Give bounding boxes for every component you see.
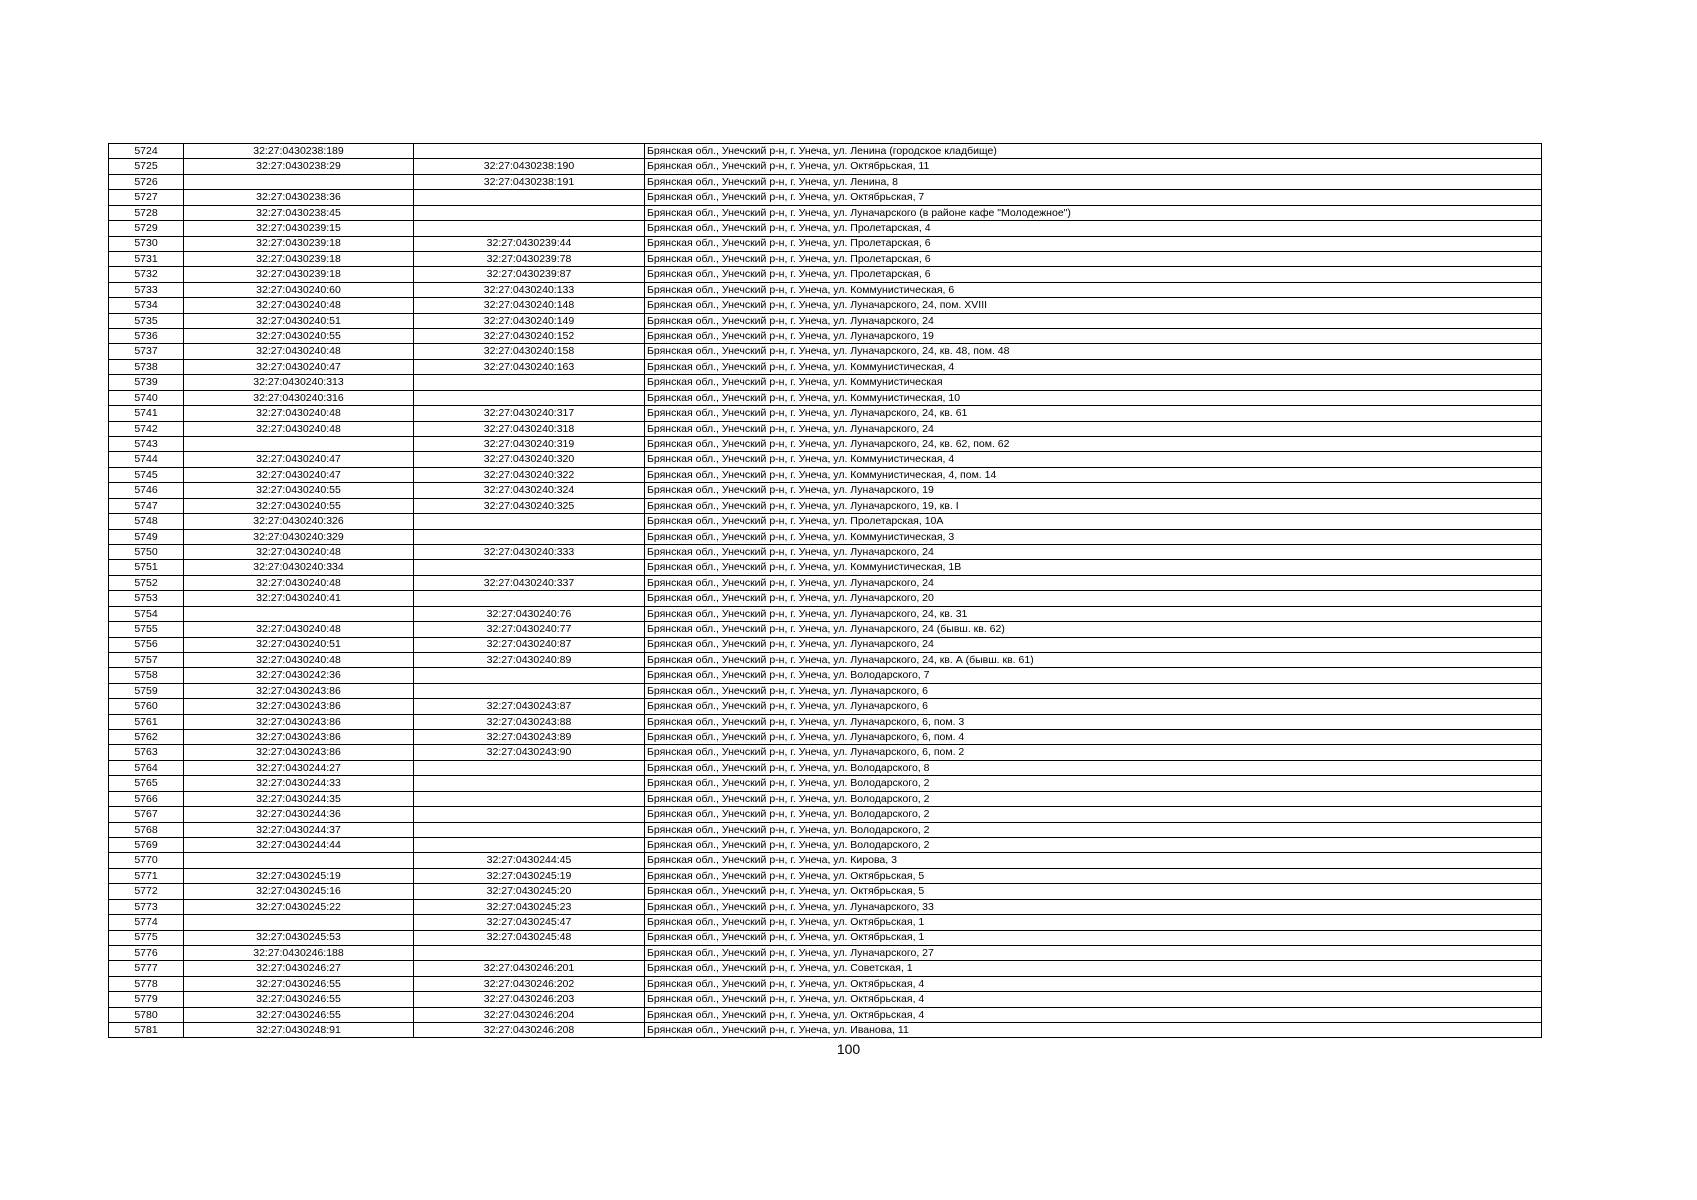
object-cadastral-number-cell: 32:27:0430240:322 (414, 467, 645, 482)
object-cadastral-number-cell: 32:27:0430240:133 (414, 282, 645, 297)
row-number-cell: 5752 (109, 575, 184, 590)
cadastral-number-cell: 32:27:0430243:86 (184, 745, 414, 760)
table-row (109, 267, 1542, 282)
table-row (109, 884, 1542, 899)
cadastral-number-cell: 32:27:0430240:334 (184, 560, 414, 575)
row-number-cell: 5733 (109, 282, 184, 297)
object-cadastral-number-cell (414, 144, 645, 159)
cadastral-number-cell: 32:27:0430244:35 (184, 791, 414, 806)
address-cell: Брянская обл., Унечский р-н, г. Унеча, ул. Луначарского, 24 (бывш. кв. 62) (645, 622, 1542, 637)
table-row (109, 683, 1542, 698)
object-cadastral-number-cell: 32:27:0430246:201 (414, 961, 645, 976)
table-row (109, 282, 1542, 297)
address-cell: Брянская обл., Унечский р-н, г. Унеча, ул. Октябрьская, 7 (645, 190, 1542, 205)
object-cadastral-number-cell (414, 807, 645, 822)
row-number-cell: 5764 (109, 760, 184, 775)
address-cell: Брянская обл., Унечский р-н, г. Унеча, ул. Луначарского (в районе кафе "Молодежное") (645, 205, 1542, 220)
row-number-cell: 5775 (109, 930, 184, 945)
object-cadastral-number-cell: 32:27:0430240:319 (414, 437, 645, 452)
cadastral-number-cell (184, 437, 414, 452)
row-number-cell: 5730 (109, 236, 184, 251)
address-cell: Брянская обл., Унечский р-н, г. Унеча, ул. Луначарского, 19, кв. I (645, 498, 1542, 513)
cadastral-number-cell (184, 915, 414, 930)
address-cell: Брянская обл., Унечский р-н, г. Унеча, ул. Ленина, 8 (645, 174, 1542, 189)
row-number-cell: 5757 (109, 652, 184, 667)
cadastral-number-cell: 32:27:0430244:44 (184, 837, 414, 852)
address-cell: Брянская обл., Унечский р-н, г. Унеча, ул. Октябрьская, 1 (645, 915, 1542, 930)
cadastral-number-cell: 32:27:0430239:15 (184, 221, 414, 236)
object-cadastral-number-cell: 32:27:0430240:76 (414, 606, 645, 621)
table-row (109, 714, 1542, 729)
row-number-cell: 5731 (109, 251, 184, 266)
cadastral-number-cell: 32:27:0430240:55 (184, 329, 414, 344)
row-number-cell: 5727 (109, 190, 184, 205)
table-row (109, 251, 1542, 266)
address-cell: Брянская обл., Унечский р-н, г. Унеча, ул. Луначарского, 6, пом. 4 (645, 730, 1542, 745)
object-cadastral-number-cell: 32:27:0430246:204 (414, 1007, 645, 1022)
object-cadastral-number-cell: 32:27:0430240:318 (414, 421, 645, 436)
row-number-cell: 5766 (109, 791, 184, 806)
address-cell: Брянская обл., Унечский р-н, г. Унеча, ул. Володарского, 2 (645, 776, 1542, 791)
table-row (109, 899, 1542, 914)
object-cadastral-number-cell (414, 945, 645, 960)
table-row (109, 637, 1542, 652)
object-cadastral-number-cell (414, 390, 645, 405)
address-cell: Брянская обл., Унечский р-н, г. Унеча, ул. Володарского, 2 (645, 807, 1542, 822)
address-cell: Брянская обл., Унечский р-н, г. Унеча, ул. Кирова, 3 (645, 853, 1542, 868)
object-cadastral-number-cell (414, 375, 645, 390)
address-cell: Брянская обл., Унечский р-н, г. Унеча, ул. Луначарского, 20 (645, 591, 1542, 606)
address-cell: Брянская обл., Унечский р-н, г. Унеча, ул. Луначарского, 6, пом. 3 (645, 714, 1542, 729)
table-row (109, 668, 1542, 683)
address-cell: Брянская обл., Унечский р-н, г. Унеча, ул. Луначарского, 27 (645, 945, 1542, 960)
address-cell: Брянская обл., Унечский р-н, г. Унеча, ул. Луначарского, 6 (645, 683, 1542, 698)
row-number-cell: 5773 (109, 899, 184, 914)
object-cadastral-number-cell: 32:27:0430243:87 (414, 699, 645, 714)
table-row (109, 652, 1542, 667)
object-cadastral-number-cell (414, 514, 645, 529)
cadastral-number-cell: 32:27:0430246:55 (184, 976, 414, 991)
table-row (109, 837, 1542, 852)
address-cell: Брянская обл., Унечский р-н, г. Унеча, ул. Луначарского, 24, кв. 62, пом. 62 (645, 437, 1542, 452)
table-row (109, 221, 1542, 236)
table-row (109, 915, 1542, 930)
row-number-cell: 5778 (109, 976, 184, 991)
row-number-cell: 5776 (109, 945, 184, 960)
cadastral-number-cell: 32:27:0430239:18 (184, 251, 414, 266)
row-number-cell: 5771 (109, 868, 184, 883)
cadastral-number-cell: 32:27:0430243:86 (184, 699, 414, 714)
address-cell: Брянская обл., Унечский р-н, г. Унеча, ул. Луначарского, 24 (645, 637, 1542, 652)
table-row (109, 205, 1542, 220)
object-cadastral-number-cell: 32:27:0430243:88 (414, 714, 645, 729)
table-row (109, 390, 1542, 405)
address-cell: Брянская обл., Унечский р-н, г. Унеча, ул. Луначарского, 24 (645, 575, 1542, 590)
row-number-cell: 5760 (109, 699, 184, 714)
row-number-cell: 5745 (109, 467, 184, 482)
object-cadastral-number-cell: 32:27:0430240:87 (414, 637, 645, 652)
table-row (109, 421, 1542, 436)
table-row (109, 144, 1542, 159)
row-number-cell: 5726 (109, 174, 184, 189)
cadastral-number-cell: 32:27:0430240:51 (184, 313, 414, 328)
cadastral-number-cell: 32:27:0430238:189 (184, 144, 414, 159)
address-cell: Брянская обл., Унечский р-н, г. Унеча, ул. Луначарского, 24, кв. А (бывш. кв. 61) (645, 652, 1542, 667)
row-number-cell: 5724 (109, 144, 184, 159)
row-number-cell: 5754 (109, 606, 184, 621)
address-cell: Брянская обл., Унечский р-н, г. Унеча, ул. Пролетарская, 6 (645, 267, 1542, 282)
row-number-cell: 5769 (109, 837, 184, 852)
object-cadastral-number-cell: 32:27:0430239:44 (414, 236, 645, 251)
object-cadastral-number-cell: 32:27:0430245:48 (414, 930, 645, 945)
cadastral-number-cell: 32:27:0430240:48 (184, 575, 414, 590)
object-cadastral-number-cell: 32:27:0430239:87 (414, 267, 645, 282)
table-row (109, 467, 1542, 482)
cadastral-number-cell: 32:27:0430240:48 (184, 298, 414, 313)
row-number-cell: 5753 (109, 591, 184, 606)
table-row (109, 329, 1542, 344)
object-cadastral-number-cell: 32:27:0430246:202 (414, 976, 645, 991)
row-number-cell: 5750 (109, 544, 184, 559)
cadastral-number-cell: 32:27:0430240:60 (184, 282, 414, 297)
address-cell: Брянская обл., Унечский р-н, г. Унеча, ул. Луначарского, 24, кв. 31 (645, 606, 1542, 621)
address-cell: Брянская обл., Унечский р-н, г. Унеча, ул. Луначарского, 19 (645, 329, 1542, 344)
cadastral-number-cell: 32:27:0430248:91 (184, 1023, 414, 1038)
cadastral-number-cell (184, 174, 414, 189)
table-row (109, 498, 1542, 513)
row-number-cell: 5762 (109, 730, 184, 745)
address-cell: Брянская обл., Унечский р-н, г. Унеча, ул. Иванова, 11 (645, 1023, 1542, 1038)
address-cell: Брянская обл., Унечский р-н, г. Унеча, ул. Коммунистическая, 4 (645, 359, 1542, 374)
row-number-cell: 5742 (109, 421, 184, 436)
object-cadastral-number-cell: 32:27:0430240:337 (414, 575, 645, 590)
cadastral-number-cell: 32:27:0430238:29 (184, 159, 414, 174)
table-row (109, 359, 1542, 374)
row-number-cell: 5779 (109, 992, 184, 1007)
object-cadastral-number-cell: 32:27:0430240:163 (414, 359, 645, 374)
address-cell: Брянская обл., Унечский р-н, г. Унеча, ул. Луначарского, 6 (645, 699, 1542, 714)
address-cell: Брянская обл., Унечский р-н, г. Унеча, ул. Октябрьская, 4 (645, 992, 1542, 1007)
object-cadastral-number-cell (414, 529, 645, 544)
object-cadastral-number-cell: 32:27:0430240:148 (414, 298, 645, 313)
cadastral-number-cell: 32:27:0430245:16 (184, 884, 414, 899)
object-cadastral-number-cell: 32:27:0430240:158 (414, 344, 645, 359)
object-cadastral-number-cell: 32:27:0430243:90 (414, 745, 645, 760)
cadastral-number-cell: 32:27:0430243:86 (184, 683, 414, 698)
address-cell: Брянская обл., Унечский р-н, г. Унеча, ул. Октябрьская, 5 (645, 884, 1542, 899)
table-row (109, 776, 1542, 791)
row-number-cell: 5735 (109, 313, 184, 328)
address-cell: Брянская обл., Унечский р-н, г. Унеча, ул. Луначарского, 24 (645, 421, 1542, 436)
object-cadastral-number-cell: 32:27:0430240:149 (414, 313, 645, 328)
row-number-cell: 5761 (109, 714, 184, 729)
cadastral-number-cell: 32:27:0430246:55 (184, 992, 414, 1007)
table-row (109, 807, 1542, 822)
address-cell: Брянская обл., Унечский р-н, г. Унеча, ул. Коммунистическая (645, 375, 1542, 390)
object-cadastral-number-cell: 32:27:0430244:45 (414, 853, 645, 868)
row-number-cell: 5765 (109, 776, 184, 791)
row-number-cell: 5756 (109, 637, 184, 652)
address-cell: Брянская обл., Унечский р-н, г. Унеча, ул. Советская, 1 (645, 961, 1542, 976)
table-row (109, 483, 1542, 498)
address-cell: Брянская обл., Унечский р-н, г. Унеча, ул. Луначарского, 24, пом. XVIII (645, 298, 1542, 313)
table-row (109, 298, 1542, 313)
address-cell: Брянская обл., Унечский р-н, г. Унеча, ул. Коммунистическая, 10 (645, 390, 1542, 405)
table-row (109, 452, 1542, 467)
object-cadastral-number-cell: 32:27:0430240:333 (414, 544, 645, 559)
address-cell: Брянская обл., Унечский р-н, г. Унеча, ул. Пролетарская, 6 (645, 251, 1542, 266)
table-row (109, 236, 1542, 251)
address-cell: Брянская обл., Унечский р-н, г. Унеча, ул. Володарского, 8 (645, 760, 1542, 775)
table-row (109, 868, 1542, 883)
table-row (109, 791, 1542, 806)
cadastral-number-cell: 32:27:0430245:19 (184, 868, 414, 883)
table-row (109, 544, 1542, 559)
row-number-cell: 5768 (109, 822, 184, 837)
address-cell: Брянская обл., Унечский р-н, г. Унеча, ул. Октябрьская, 1 (645, 930, 1542, 945)
object-cadastral-number-cell: 32:27:0430243:89 (414, 730, 645, 745)
object-cadastral-number-cell: 32:27:0430246:208 (414, 1023, 645, 1038)
object-cadastral-number-cell (414, 760, 645, 775)
object-cadastral-number-cell (414, 791, 645, 806)
address-cell: Брянская обл., Унечский р-н, г. Унеча, ул. Володарского, 2 (645, 791, 1542, 806)
row-number-cell: 5749 (109, 529, 184, 544)
table-row (109, 699, 1542, 714)
table-row (109, 406, 1542, 421)
table-row (109, 190, 1542, 205)
object-cadastral-number-cell: 32:27:0430240:320 (414, 452, 645, 467)
object-cadastral-number-cell: 32:27:0430240:89 (414, 652, 645, 667)
object-cadastral-number-cell (414, 683, 645, 698)
object-cadastral-number-cell (414, 837, 645, 852)
address-cell: Брянская обл., Унечский р-н, г. Унеча, ул. Луначарского, 33 (645, 899, 1542, 914)
object-cadastral-number-cell: 32:27:0430238:191 (414, 174, 645, 189)
table-row (109, 375, 1542, 390)
table-row (109, 514, 1542, 529)
address-cell: Брянская обл., Унечский р-н, г. Унеча, ул. Луначарского, 24, кв. 61 (645, 406, 1542, 421)
object-cadastral-number-cell (414, 591, 645, 606)
cadastral-number-cell: 32:27:0430243:86 (184, 714, 414, 729)
address-cell: Брянская обл., Унечский р-н, г. Унеча, ул. Коммунистическая, 4, пом. 14 (645, 467, 1542, 482)
object-cadastral-number-cell (414, 560, 645, 575)
cadastral-number-cell: 32:27:0430240:329 (184, 529, 414, 544)
object-cadastral-number-cell (414, 205, 645, 220)
page-number: 100 (836, 1041, 861, 1057)
object-cadastral-number-cell (414, 822, 645, 837)
cadastral-number-cell: 32:27:0430242:36 (184, 668, 414, 683)
cadastral-number-cell: 32:27:0430240:48 (184, 344, 414, 359)
cadastral-number-cell: 32:27:0430240:48 (184, 421, 414, 436)
address-cell: Брянская обл., Унечский р-н, г. Унеча, ул. Октябрьская, 11 (645, 159, 1542, 174)
table-row (109, 992, 1542, 1007)
cadastral-number-cell: 32:27:0430246:55 (184, 1007, 414, 1022)
cadastral-number-cell: 32:27:0430244:33 (184, 776, 414, 791)
table-body (109, 144, 1542, 1038)
address-cell: Брянская обл., Унечский р-н, г. Унеча, ул. Октябрьская, 4 (645, 976, 1542, 991)
row-number-cell: 5772 (109, 884, 184, 899)
address-cell: Брянская обл., Унечский р-н, г. Унеча, ул. Пролетарская, 10А (645, 514, 1542, 529)
row-number-cell: 5732 (109, 267, 184, 282)
table-row (109, 591, 1542, 606)
cadastral-number-cell: 32:27:0430240:48 (184, 544, 414, 559)
row-number-cell: 5743 (109, 437, 184, 452)
cadastral-number-cell: 32:27:0430240:313 (184, 375, 414, 390)
cadastral-number-cell: 32:27:0430240:55 (184, 498, 414, 513)
table-row (109, 622, 1542, 637)
row-number-cell: 5738 (109, 359, 184, 374)
table-row (109, 575, 1542, 590)
table-row (109, 961, 1542, 976)
cadastral-number-cell: 32:27:0430239:18 (184, 236, 414, 251)
table-row (109, 1007, 1542, 1022)
table-row (109, 437, 1542, 452)
cadastral-number-cell: 32:27:0430244:36 (184, 807, 414, 822)
object-cadastral-number-cell: 32:27:0430240:77 (414, 622, 645, 637)
row-number-cell: 5747 (109, 498, 184, 513)
address-cell: Брянская обл., Унечский р-н, г. Унеча, ул. Октябрьская, 4 (645, 1007, 1542, 1022)
row-number-cell: 5763 (109, 745, 184, 760)
cadastral-number-cell: 32:27:0430239:18 (184, 267, 414, 282)
table-row (109, 606, 1542, 621)
cadastral-number-cell: 32:27:0430240:47 (184, 467, 414, 482)
table-row (109, 560, 1542, 575)
row-number-cell: 5725 (109, 159, 184, 174)
row-number-cell: 5739 (109, 375, 184, 390)
address-cell: Брянская обл., Унечский р-н, г. Унеча, ул. Луначарского, 6, пом. 2 (645, 745, 1542, 760)
cadastral-number-cell: 32:27:0430238:45 (184, 205, 414, 220)
cadastral-number-cell: 32:27:0430240:48 (184, 406, 414, 421)
cadastral-number-cell (184, 853, 414, 868)
table-row (109, 760, 1542, 775)
address-cell: Брянская обл., Унечский р-н, г. Унеча, ул. Луначарского, 24 (645, 544, 1542, 559)
object-cadastral-number-cell (414, 221, 645, 236)
object-cadastral-number-cell: 32:27:0430239:78 (414, 251, 645, 266)
row-number-cell: 5746 (109, 483, 184, 498)
address-cell: Брянская обл., Унечский р-н, г. Унеча, ул. Луначарского, 24, кв. 48, пом. 48 (645, 344, 1542, 359)
address-cell: Брянская обл., Унечский р-н, г. Унеча, ул. Пролетарская, 4 (645, 221, 1542, 236)
object-cadastral-number-cell: 32:27:0430245:19 (414, 868, 645, 883)
object-cadastral-number-cell (414, 190, 645, 205)
object-cadastral-number-cell: 32:27:0430240:317 (414, 406, 645, 421)
object-cadastral-number-cell: 32:27:0430240:152 (414, 329, 645, 344)
address-cell: Брянская обл., Унечский р-н, г. Унеча, ул. Пролетарская, 6 (645, 236, 1542, 251)
object-cadastral-number-cell: 32:27:0430245:20 (414, 884, 645, 899)
row-number-cell: 5729 (109, 221, 184, 236)
cadastral-number-cell: 32:27:0430240:47 (184, 452, 414, 467)
row-number-cell: 5767 (109, 807, 184, 822)
address-cell: Брянская обл., Унечский р-н, г. Унеча, ул. Володарского, 7 (645, 668, 1542, 683)
address-cell: Брянская обл., Унечский р-н, г. Унеча, ул. Коммунистическая, 6 (645, 282, 1542, 297)
table-row (109, 853, 1542, 868)
object-cadastral-number-cell: 32:27:0430240:325 (414, 498, 645, 513)
row-number-cell: 5751 (109, 560, 184, 575)
cadastral-number-cell: 32:27:0430244:37 (184, 822, 414, 837)
row-number-cell: 5740 (109, 390, 184, 405)
table-row (109, 822, 1542, 837)
cadastral-number-cell: 32:27:0430246:27 (184, 961, 414, 976)
cadastral-number-cell: 32:27:0430238:36 (184, 190, 414, 205)
table-row (109, 313, 1542, 328)
table-row (109, 1023, 1542, 1038)
table-row (109, 976, 1542, 991)
row-number-cell: 5770 (109, 853, 184, 868)
object-cadastral-number-cell (414, 668, 645, 683)
cadastral-number-cell: 32:27:0430244:27 (184, 760, 414, 775)
row-number-cell: 5734 (109, 298, 184, 313)
row-number-cell: 5774 (109, 915, 184, 930)
object-cadastral-number-cell: 32:27:0430245:47 (414, 915, 645, 930)
cadastral-number-cell: 32:27:0430240:48 (184, 622, 414, 637)
cadastral-number-cell: 32:27:0430240:316 (184, 390, 414, 405)
cadastral-table (108, 143, 1542, 1038)
cadastral-number-cell: 32:27:0430240:55 (184, 483, 414, 498)
row-number-cell: 5777 (109, 961, 184, 976)
row-number-cell: 5736 (109, 329, 184, 344)
row-number-cell: 5741 (109, 406, 184, 421)
row-number-cell: 5758 (109, 668, 184, 683)
address-cell: Брянская обл., Унечский р-н, г. Унеча, ул. Коммунистическая, 3 (645, 529, 1542, 544)
row-number-cell: 5755 (109, 622, 184, 637)
cadastral-number-cell: 32:27:0430243:86 (184, 730, 414, 745)
table-row (109, 730, 1542, 745)
table-row (109, 159, 1542, 174)
object-cadastral-number-cell: 32:27:0430245:23 (414, 899, 645, 914)
cadastral-number-cell: 32:27:0430240:48 (184, 652, 414, 667)
cadastral-number-cell: 32:27:0430245:53 (184, 930, 414, 945)
table-row (109, 529, 1542, 544)
row-number-cell: 5728 (109, 205, 184, 220)
row-number-cell: 5737 (109, 344, 184, 359)
object-cadastral-number-cell: 32:27:0430238:190 (414, 159, 645, 174)
cadastral-number-cell: 32:27:0430240:47 (184, 359, 414, 374)
row-number-cell: 5748 (109, 514, 184, 529)
cadastral-number-cell: 32:27:0430240:51 (184, 637, 414, 652)
table-row (109, 930, 1542, 945)
row-number-cell: 5759 (109, 683, 184, 698)
address-cell: Брянская обл., Унечский р-н, г. Унеча, ул. Луначарского, 19 (645, 483, 1542, 498)
address-cell: Брянская обл., Унечский р-н, г. Унеча, ул. Володарского, 2 (645, 837, 1542, 852)
cadastral-number-cell (184, 606, 414, 621)
address-cell: Брянская обл., Унечский р-н, г. Унеча, ул. Володарского, 2 (645, 822, 1542, 837)
cadastral-number-cell: 32:27:0430245:22 (184, 899, 414, 914)
table-row (109, 945, 1542, 960)
cadastral-number-cell: 32:27:0430246:188 (184, 945, 414, 960)
row-number-cell: 5780 (109, 1007, 184, 1022)
table-row (109, 344, 1542, 359)
object-cadastral-number-cell: 32:27:0430246:203 (414, 992, 645, 1007)
cadastral-number-cell: 32:27:0430240:41 (184, 591, 414, 606)
address-cell: Брянская обл., Унечский р-н, г. Унеча, ул. Коммунистическая, 4 (645, 452, 1542, 467)
address-cell: Брянская обл., Унечский р-н, г. Унеча, ул. Октябрьская, 5 (645, 868, 1542, 883)
address-cell: Брянская обл., Унечский р-н, г. Унеча, ул. Ленина (городское кладбище) (645, 144, 1542, 159)
table-row (109, 174, 1542, 189)
address-cell: Брянская обл., Унечский р-н, г. Унеча, ул. Коммунистическая, 1В (645, 560, 1542, 575)
object-cadastral-number-cell (414, 776, 645, 791)
object-cadastral-number-cell: 32:27:0430240:324 (414, 483, 645, 498)
address-cell: Брянская обл., Унечский р-н, г. Унеча, ул. Луначарского, 24 (645, 313, 1542, 328)
cadastral-number-cell: 32:27:0430240:326 (184, 514, 414, 529)
row-number-cell: 5781 (109, 1023, 184, 1038)
row-number-cell: 5744 (109, 452, 184, 467)
table-row (109, 745, 1542, 760)
